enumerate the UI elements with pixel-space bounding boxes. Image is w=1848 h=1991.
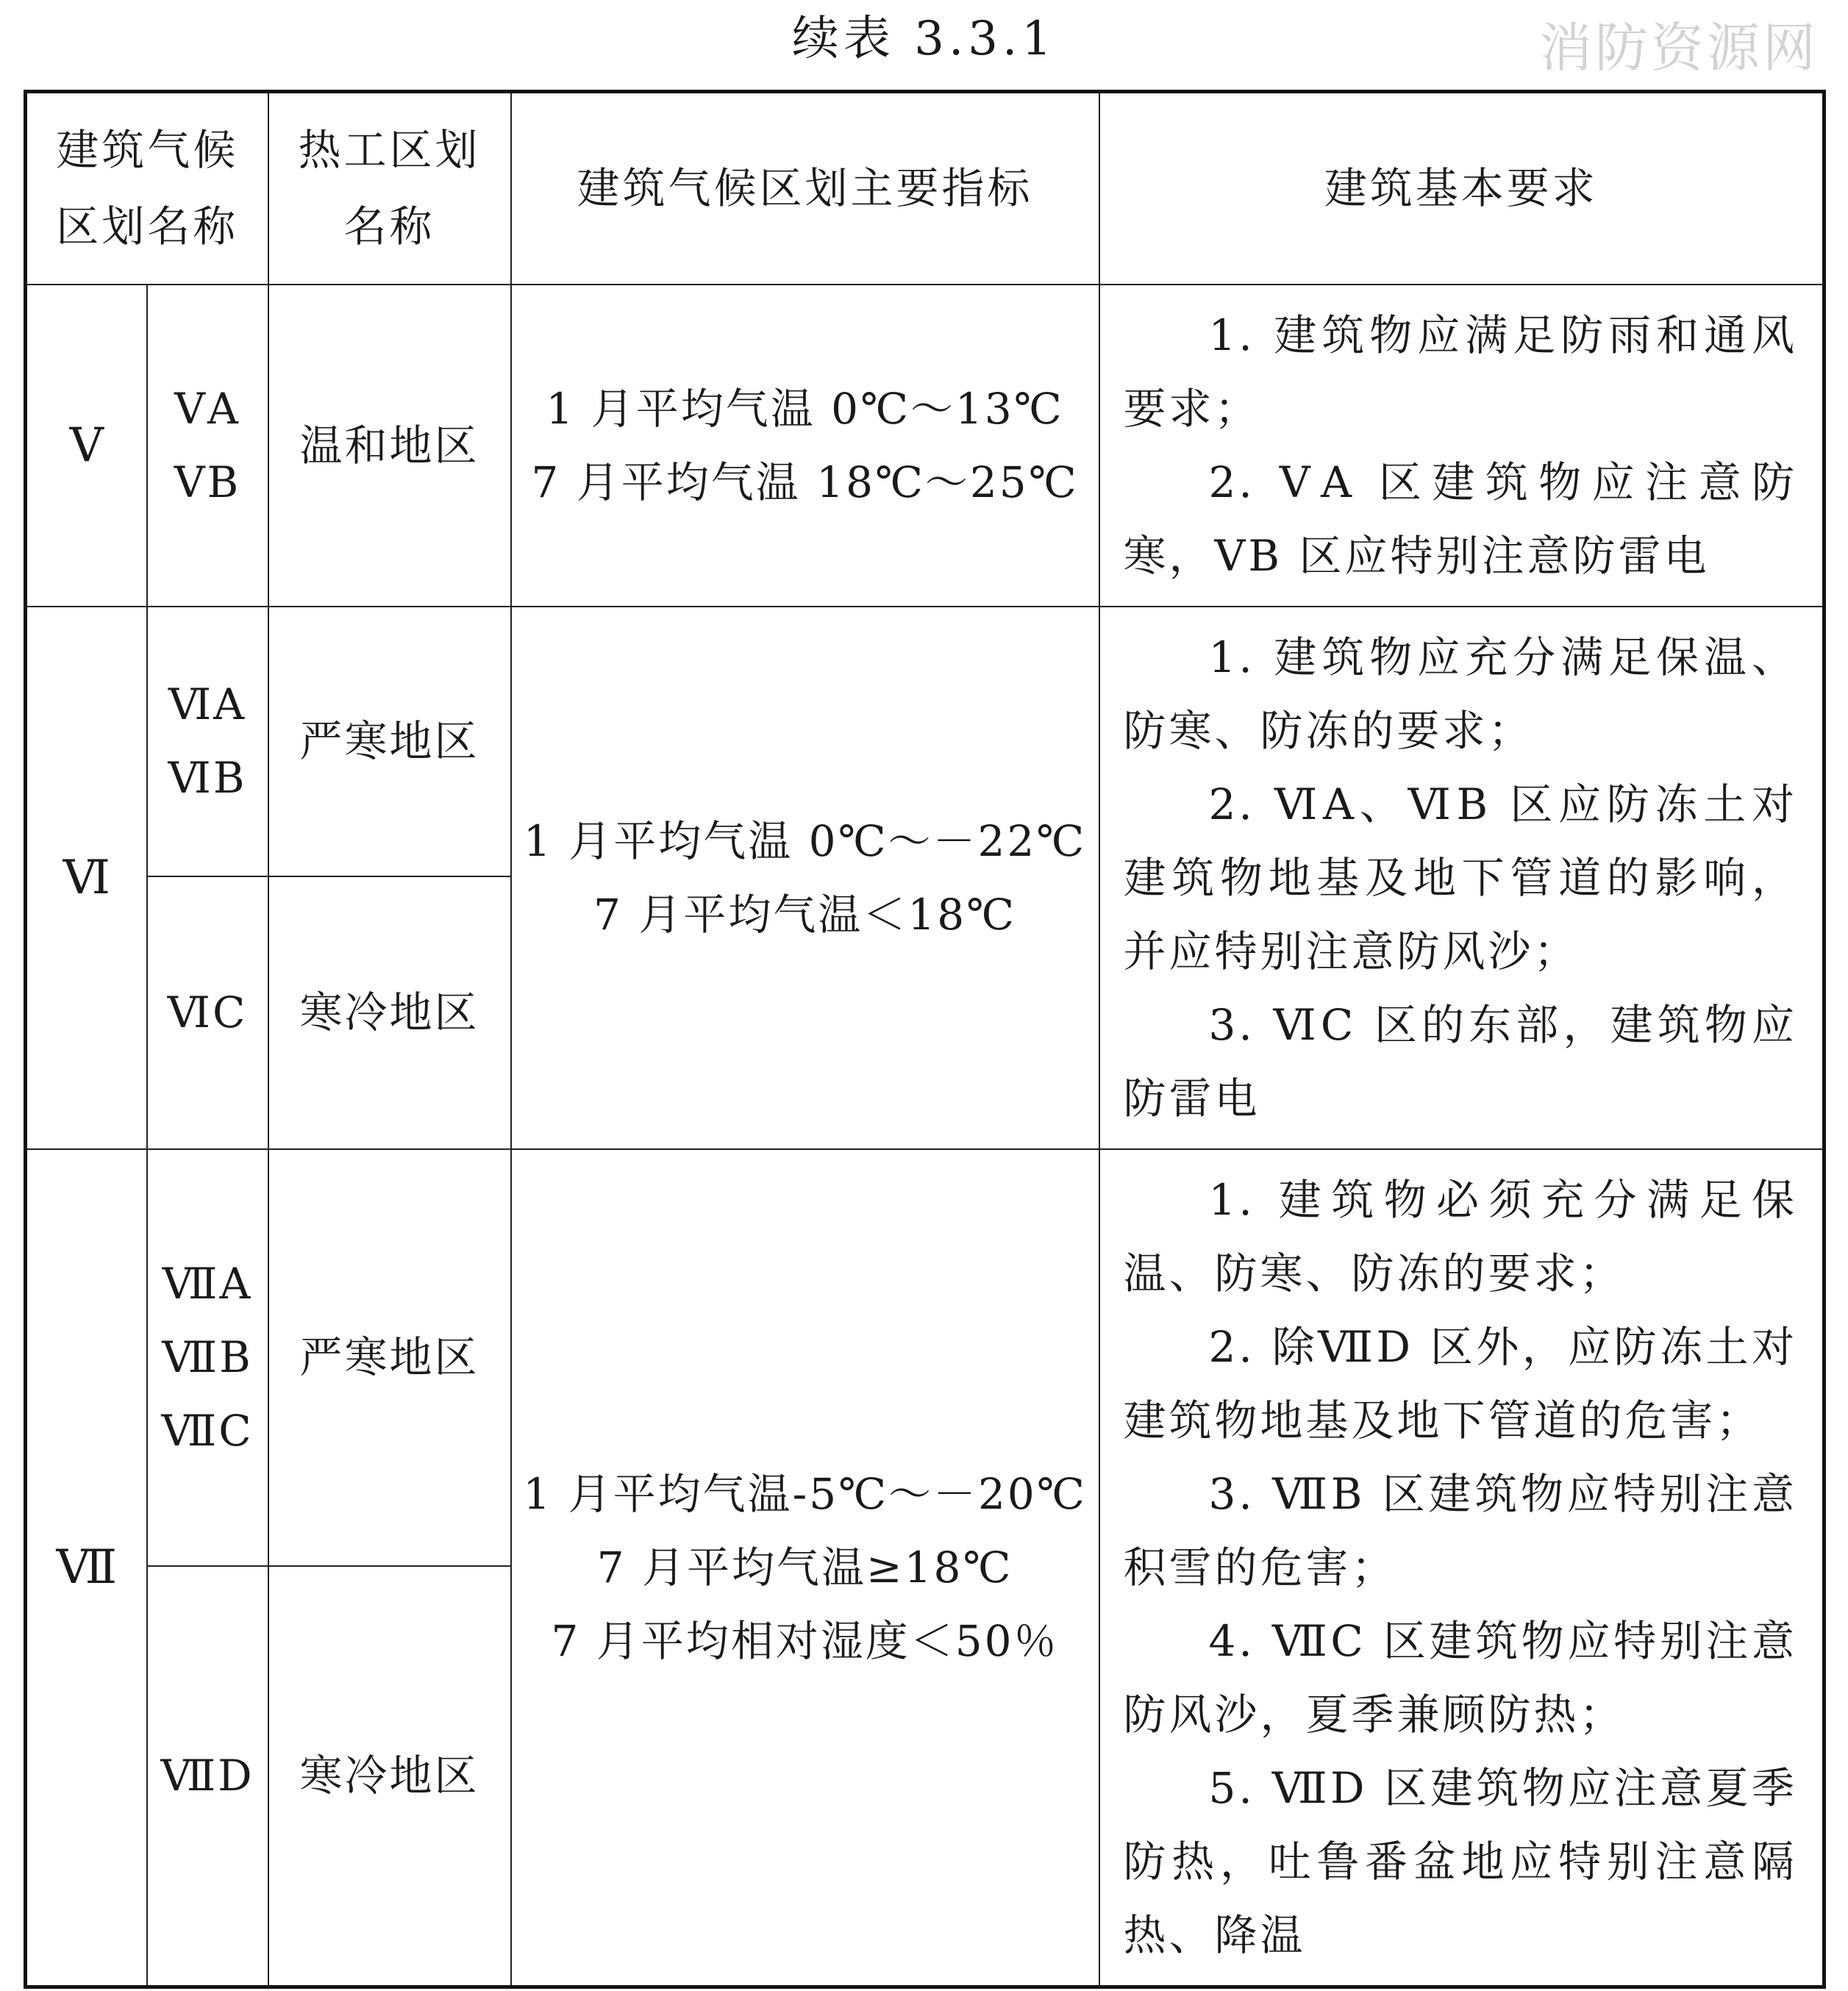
indicator-line: 7 月平均气温 18℃～25℃ <box>531 457 1079 507</box>
subzone-label: ⅥB <box>168 753 247 804</box>
subzone-cell <box>147 876 268 1148</box>
requirement-item: 4. ⅦC 区建筑物应特别注意防风沙，夏季兼顾防热； <box>1123 1615 1798 1740</box>
zone-cell: Ⅵ <box>26 607 147 1149</box>
requirement-item: 3. ⅥC 区的东部，建筑物应防雷电 <box>1123 999 1798 1123</box>
requirement-item: 1. 建筑物必须充分满足保温、防寒、防冻的要求； <box>1123 1174 1798 1298</box>
thermal-zone-cell: 温和地区 <box>268 285 511 607</box>
indicator-line: 7 月平均气温＜18℃ <box>593 889 1017 940</box>
requirement-item: 2. ⅤA 区建筑物应注意防寒，ⅤB 区应特别注意防雷电 <box>1123 457 1798 581</box>
zone-cell: Ⅶ <box>26 1149 147 1987</box>
header-indicators: 建筑气候区划主要指标 <box>511 92 1099 285</box>
indicator-line: 1 月平均气温-5℃～－20℃ <box>523 1468 1087 1519</box>
requirement-item: 3. ⅦB 区建筑物应特别注意积雪的危害； <box>1123 1468 1798 1593</box>
requirement-item: 5. ⅦD 区建筑物应注意夏季防热，吐鲁番盆地应特别注意隔热、降温 <box>1123 1762 1798 1960</box>
watermark: 消防资源网 <box>1538 17 1819 79</box>
thermal-zone-cell: 严寒地区 <box>268 607 511 877</box>
subzone-label: ⅥC <box>167 987 248 1038</box>
table-row-zone-5 <box>26 285 1824 607</box>
requirement-item: 1. 建筑物应满足防雨和通风要求； <box>1123 310 1798 434</box>
requirements-cell <box>1099 285 1824 607</box>
indicator-line: 7 月平均气温≥18℃ <box>596 1542 1013 1593</box>
header-climate-zone-line2: 区划名称 <box>56 201 239 252</box>
indicator-line: 1 月平均气温 0℃～13℃ <box>546 383 1064 434</box>
zone-cell: Ⅴ <box>26 285 147 607</box>
subzone-label: ⅥA <box>168 679 247 730</box>
thermal-zone-cell: 严寒地区 <box>268 1149 511 1567</box>
indicator-line: 7 月平均相对湿度＜50％ <box>551 1615 1059 1666</box>
indicators-cell <box>511 1149 1099 1987</box>
table-caption: 续表 3.3.1 <box>791 12 1057 66</box>
header-thermal-zone <box>268 92 511 285</box>
requirement-item: 2. 除ⅦD 区外，应防冻土对建筑物地基及地下管道的危害； <box>1123 1321 1798 1445</box>
thermal-zone-cell: 寒冷地区 <box>268 1566 511 1987</box>
subzone-label: ⅤB <box>174 457 241 507</box>
requirements-cell <box>1099 1149 1824 1987</box>
subzone-label: ⅦB <box>162 1332 253 1383</box>
subzone-label: ⅦA <box>162 1259 253 1309</box>
subzone-cell <box>147 607 268 877</box>
header-row <box>26 92 1824 285</box>
requirements-cell <box>1099 607 1824 1149</box>
thermal-zone-cell: 寒冷地区 <box>268 876 511 1148</box>
requirement-item: 2. ⅥA、ⅥB 区应防冻土对建筑物地基及地下管道的影响，并应特别注意防风沙； <box>1123 779 1798 976</box>
subzone-label: ⅦC <box>161 1406 254 1456</box>
subzone-cell <box>147 1566 268 1987</box>
climate-zone-table <box>24 90 1826 1989</box>
requirement-item: 1. 建筑物应充分满足保温、防寒、防冻的要求； <box>1123 632 1798 756</box>
subzone-cell <box>147 1149 268 1567</box>
table-row-zone-6a <box>26 607 1824 877</box>
table-row-zone-7a <box>26 1149 1824 1567</box>
header-thermal-zone-line1: 热工区划 <box>298 125 481 176</box>
header-thermal-zone-line2: 名称 <box>343 201 435 252</box>
indicators-cell <box>511 607 1099 1149</box>
header-climate-zone-line1: 建筑气候 <box>56 125 239 176</box>
subzone-cell <box>147 285 268 607</box>
subzone-label: ⅤA <box>174 383 240 434</box>
header-requirements: 建筑基本要求 <box>1099 92 1824 285</box>
subzone-label: ⅦD <box>160 1751 254 1801</box>
header-climate-zone <box>26 92 268 285</box>
indicator-line: 1 月平均气温 0℃～－22℃ <box>523 815 1087 866</box>
indicators-cell <box>511 285 1099 607</box>
